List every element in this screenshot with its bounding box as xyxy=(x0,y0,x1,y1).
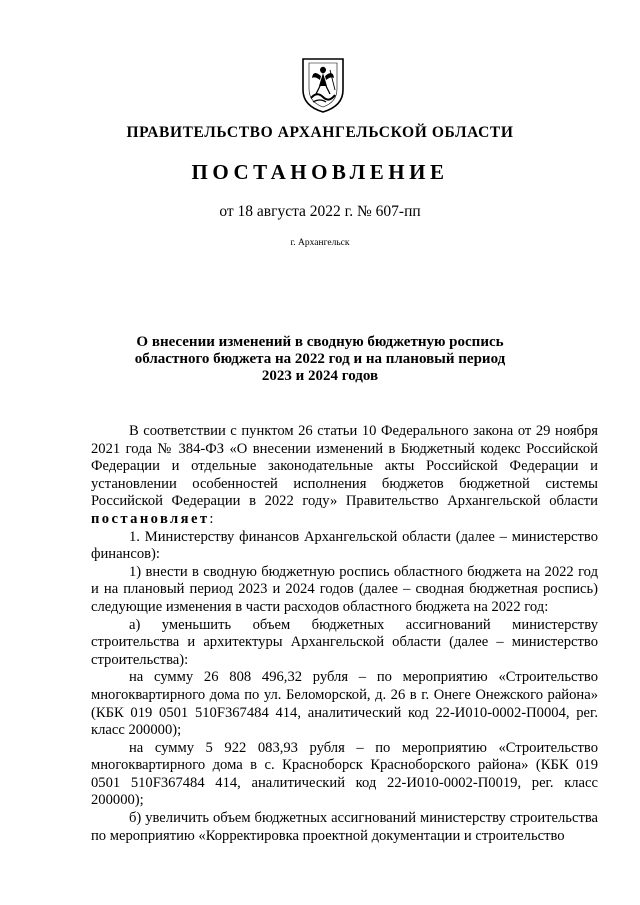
government-name: ПРАВИТЕЛЬСТВО АРХАНГЕЛЬСКОЙ ОБЛАСТИ xyxy=(126,124,514,141)
paragraph-item-1-1: 1) внести в сводную бюджетную роспись областного бюджета на 2022 год и на плановый период 2023 и 2024 годов (далее – сводная бюджетная роспись) следующие изменения в части расходов областного бюджета на 2022 год: xyxy=(91,563,598,615)
title-line-2: областного бюджета на 2022 год и на плановый период xyxy=(134,351,506,367)
coat-of-arms-emblem xyxy=(300,56,346,114)
date-and-number: от 18 августа 2022 г. № 607-пп xyxy=(219,203,421,220)
document-body xyxy=(91,423,598,845)
document-title xyxy=(120,334,520,385)
preamble-text: В соответствии с пунктом 26 статьи 10 Федерального закона от 29 ноября 2021 года № 384-ФЗ «О внесении изменений в Бюджетный кодекс Российской Федерации и отдельные законодательные акты Российской Федерации и установлении особенностей исполнения бюджетов бюджетной системы Российской Федерации в 2022 году» Правительство Архангельской области xyxy=(91,423,598,510)
preamble-paragraph xyxy=(91,423,598,529)
title-line-1: О внесении изменений в сводную бюджетную роспись xyxy=(136,334,504,350)
document-type: ПОСТАНОВЛЕНИЕ xyxy=(191,160,449,184)
paragraph-item-1-1-b: б) увеличить объем бюджетных ассигнований министерству строительства по мероприятию «Корректировка проектной документации и строительство xyxy=(91,810,598,844)
paragraph-item-1-1-a: а) уменьшить объем бюджетных ассигнований министерству строительства и архитектуры Архангельской области (далее – министерство строительства): xyxy=(91,616,598,668)
paragraph-item-a-sum-1: на сумму 26 808 496,32 рубля – по мероприятию «Строительство многоквартирного дома по ул. Беломорской, д. 26 в г. Онеге Онежского района» (КБК 019 0501 510F367484 414, аналитический код 22-И010-0002-П0004, рег. класс 200000); xyxy=(91,669,598,739)
city-name: г. Архангельск xyxy=(290,238,350,248)
paragraph-item-a-sum-2: на сумму 5 922 083,93 рубля – по мероприятию «Строительство многоквартирного дома в с. Красноборск Красноборского района» (КБК 019 0501 510F367484 414, аналитический код 22-И010-0002-П0019, рег. класс 200000); xyxy=(91,739,598,809)
resolves-word: постановляет xyxy=(91,510,210,527)
paragraph-item-1: 1. Министерству финансов Архангельской области (далее – министерство финансов): xyxy=(91,528,598,563)
title-line-3: 2023 и 2024 годов xyxy=(261,368,379,384)
resolves-colon: : xyxy=(209,510,214,527)
